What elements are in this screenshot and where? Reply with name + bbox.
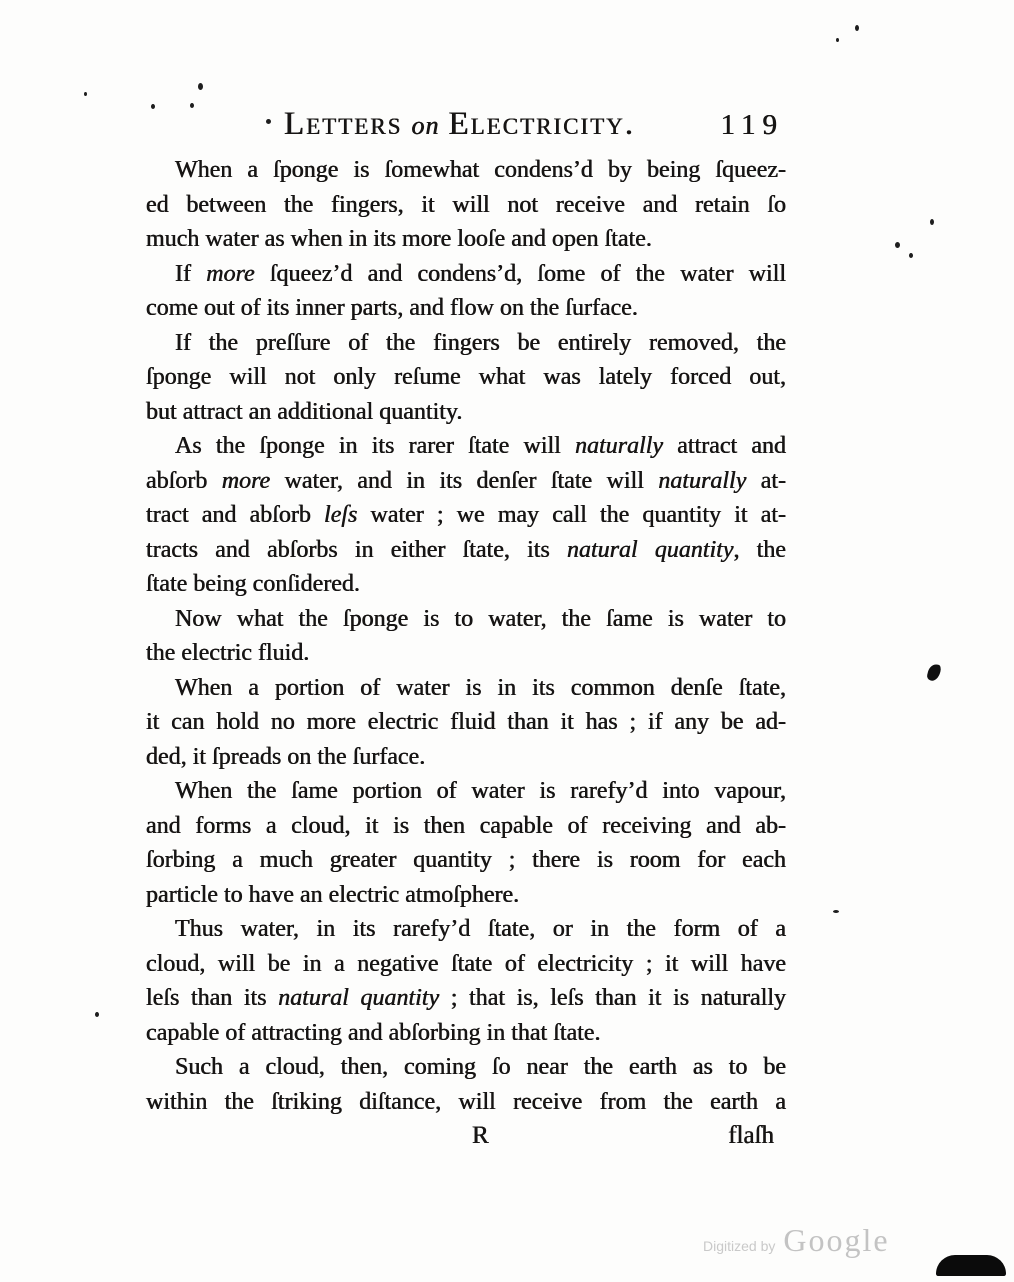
text-run: cloud, will be in a negative ſtate of electricity ; it will have xyxy=(146,950,786,977)
running-head xyxy=(146,106,786,143)
text-run: come out of its inner parts, and flow on the ſurface. xyxy=(146,295,638,321)
speck xyxy=(95,1012,99,1017)
speck xyxy=(151,104,155,109)
speck xyxy=(836,38,839,42)
page-footer xyxy=(146,1119,786,1154)
text-line xyxy=(146,878,786,913)
speck xyxy=(190,103,194,108)
text-line xyxy=(146,947,786,982)
watermark xyxy=(703,1222,890,1259)
paragraph xyxy=(146,671,786,775)
text-line xyxy=(146,153,786,188)
text-run: attract and xyxy=(663,433,786,459)
signature-mark: R xyxy=(472,1122,489,1149)
paragraph xyxy=(146,912,786,1050)
text-line xyxy=(146,291,786,326)
title-conjunction: on xyxy=(411,111,440,140)
speck xyxy=(266,119,271,124)
emphasis-run: naturally xyxy=(575,433,664,459)
emphasis-run: natural quantity xyxy=(278,985,440,1011)
speck xyxy=(84,92,87,96)
text-run: but attract an additional quantity. xyxy=(146,398,463,425)
ink-speck xyxy=(926,663,942,682)
text-run: within the ſtriking diſtance, will receive from the earth a xyxy=(146,1088,786,1115)
speck xyxy=(909,253,913,258)
text-line xyxy=(146,705,786,740)
text-line xyxy=(146,360,786,395)
text-line xyxy=(146,809,786,844)
text-run: particle to have an electric atmoſphere. xyxy=(146,881,520,908)
title-word-letters: Letters xyxy=(284,106,403,142)
text-line xyxy=(146,326,786,361)
text-run: As the ſponge in its rarer ſtate will xyxy=(175,433,576,459)
text-run: leſs than its xyxy=(146,985,279,1011)
text-run: the electric fluid. xyxy=(146,640,310,666)
text-line xyxy=(146,912,786,947)
text-run: Now what the ſponge is to water, the ſame is water to xyxy=(175,605,786,632)
text-line xyxy=(146,602,786,637)
speck xyxy=(855,25,859,31)
text-run: ; that is, leſs than it is naturally xyxy=(439,985,786,1011)
text-run: ſorbing a much greater quantity ; there is room for each xyxy=(146,847,786,873)
text-line xyxy=(146,567,786,602)
paragraph xyxy=(146,257,786,326)
text-run: abſorb xyxy=(146,467,222,494)
text-line xyxy=(146,533,786,568)
speck xyxy=(833,910,839,913)
text-line xyxy=(146,222,786,257)
paragraph xyxy=(146,602,786,671)
google-logo: Google xyxy=(783,1222,890,1258)
text-run: If the preſſure of the fingers be entirely removed, the xyxy=(175,329,786,356)
text-line xyxy=(146,464,786,499)
emphasis-run: naturally xyxy=(658,467,747,494)
text-run: water, and in its denſer ſtate will xyxy=(270,467,659,494)
text-line xyxy=(146,1016,786,1051)
catchword: flaſh xyxy=(728,1122,774,1149)
text-run: capable of attracting and abſorbing in that ſtate. xyxy=(146,1019,601,1046)
ink-blot xyxy=(936,1255,1006,1276)
text-line xyxy=(146,188,786,223)
text-line xyxy=(146,636,786,671)
text-run: When a ſponge is ſomewhat condens’d by being ſqueez- xyxy=(175,157,786,183)
text-run: If xyxy=(175,260,207,287)
text-line xyxy=(146,395,786,430)
text-run: ſponge will not only reſume what was lately forced out, xyxy=(146,364,786,390)
paragraph xyxy=(146,429,786,602)
text-line xyxy=(146,498,786,533)
text-run: tracts and abſorbs in either ſtate, its xyxy=(146,536,567,563)
text-run: ded, it ſpreads on the ſurface. xyxy=(146,743,426,770)
text-run: Such a cloud, then, coming ſo near the earth as to be xyxy=(175,1054,786,1080)
text-line xyxy=(146,1085,786,1120)
text-block xyxy=(146,153,786,1119)
text-run: ed between the fingers, it will not receive and retain ſo xyxy=(146,191,786,218)
emphasis-run: more xyxy=(206,260,255,287)
page-title xyxy=(284,106,635,143)
text-run: and forms a cloud, it is then capable of receiving and ab- xyxy=(146,812,786,839)
paragraph xyxy=(146,326,786,430)
text-line xyxy=(146,981,786,1016)
text-run: When the ſame portion of water is rarefy’d into vapour, xyxy=(175,778,786,804)
text-line xyxy=(146,843,786,878)
text-run: , the xyxy=(733,536,786,563)
digitized-by-label: Digitized by xyxy=(703,1238,776,1254)
speck xyxy=(198,83,203,90)
text-run: at- xyxy=(746,467,787,494)
text-line xyxy=(146,740,786,775)
emphasis-run: natural quantity xyxy=(566,536,734,563)
text-run: it can hold no more electric fluid than it has ; if any be ad- xyxy=(146,709,786,735)
text-run: ſqueez’d and condens’d, ſome of the water will xyxy=(254,260,787,287)
text-line xyxy=(146,1050,786,1085)
text-line xyxy=(146,429,786,464)
text-line xyxy=(146,671,786,706)
page-number: 119 xyxy=(720,109,784,141)
speck xyxy=(930,219,934,225)
text-run: ſtate being conſidered. xyxy=(146,571,360,597)
emphasis-run: more xyxy=(221,467,271,494)
paragraph xyxy=(146,1050,786,1119)
text-run: Thus water, in its rarefy’d ſtate, or in the form of a xyxy=(175,916,786,942)
text-run: tract and abſorb xyxy=(146,502,324,528)
title-word-electricity: Electricity. xyxy=(448,106,636,142)
text-run: much water as when in its more looſe and open ſtate. xyxy=(146,226,652,252)
text-line xyxy=(146,774,786,809)
emphasis-run: leſs xyxy=(323,502,358,528)
paragraph xyxy=(146,774,786,912)
text-run: When a portion of water is in its common denſe ſtate, xyxy=(175,674,786,701)
speck xyxy=(895,242,900,248)
paragraph xyxy=(146,153,786,257)
text-run: water ; we may call the quantity it at- xyxy=(357,502,786,528)
text-line xyxy=(146,257,786,292)
